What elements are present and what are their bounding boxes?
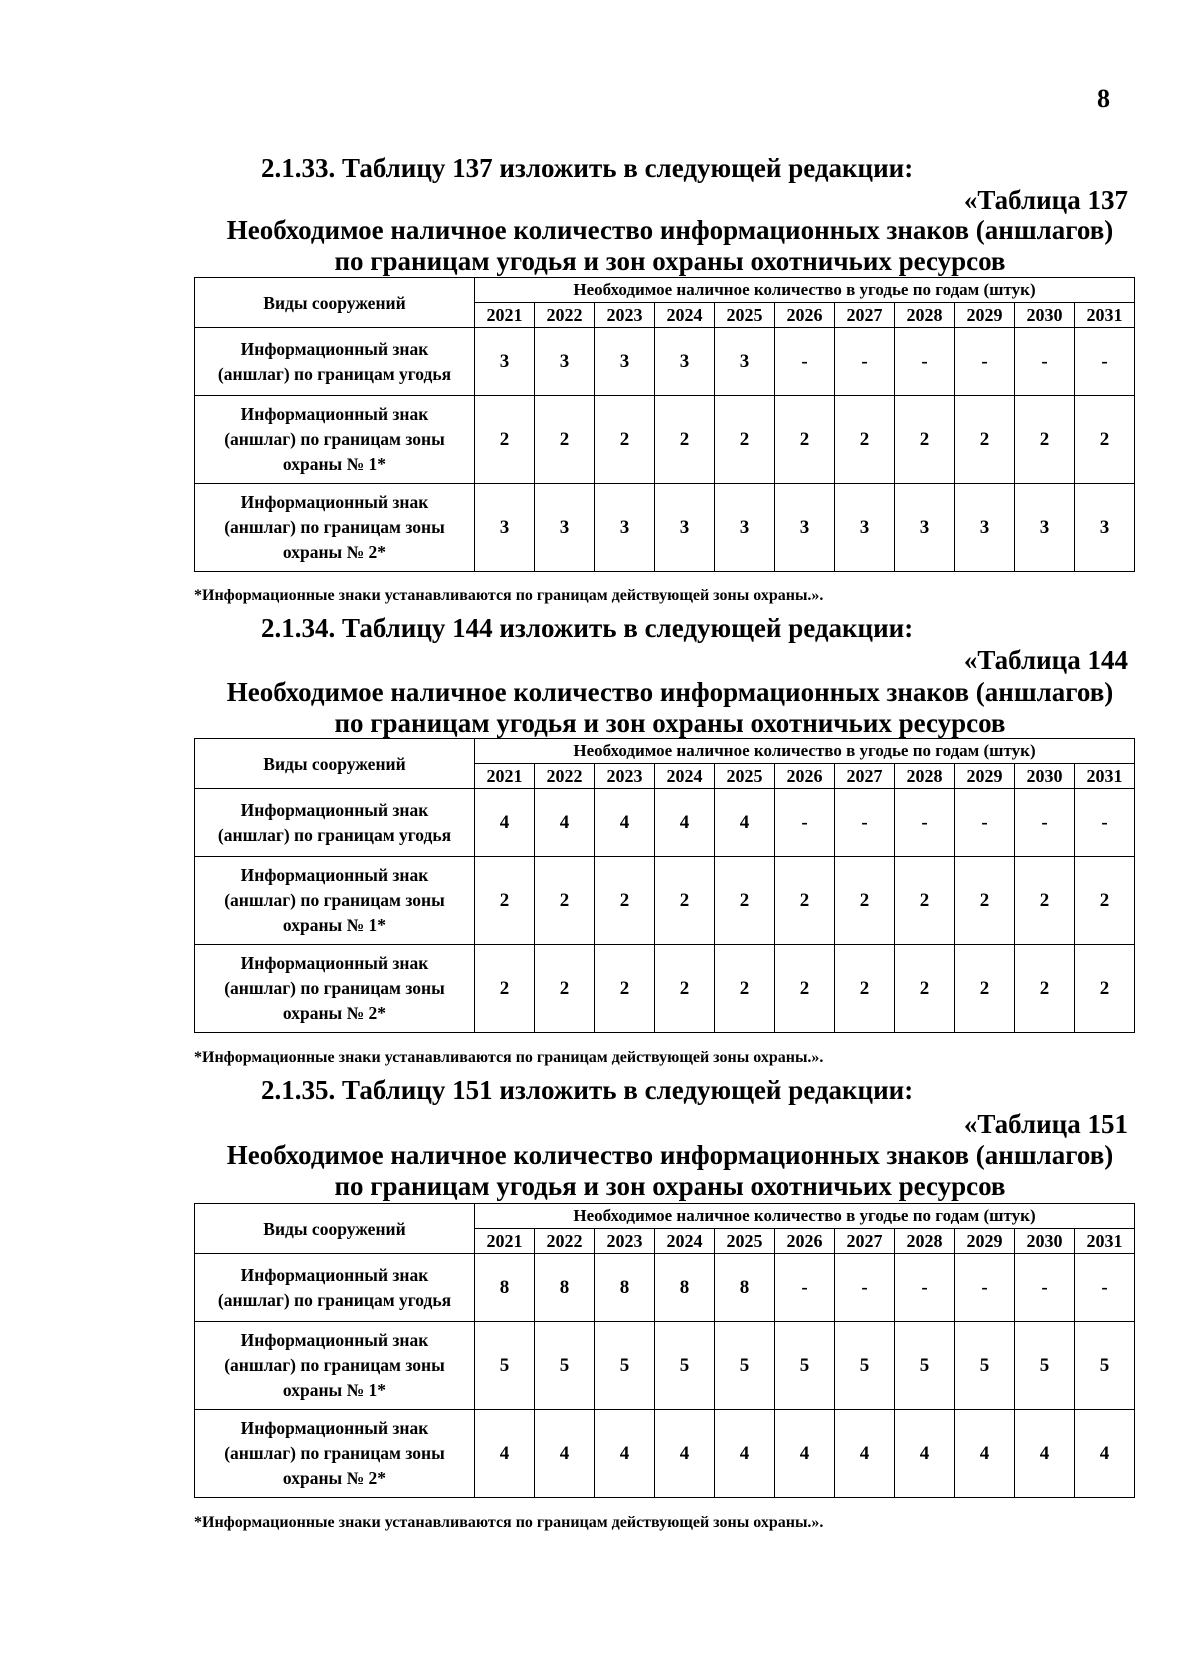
value-cell: - [1015,1254,1075,1322]
value-cell: 4 [475,1410,535,1498]
year-header: 2026 [775,764,835,789]
value-cell: 2 [835,945,895,1033]
value-cell: 2 [535,396,595,484]
table-label: «Таблица 137 [963,185,1128,215]
table-row [195,1410,1135,1498]
group-header: Необходимое наличное количество в угодье по годам (штук) [475,278,1135,303]
value-cell: 3 [895,484,955,572]
table-row [195,1254,1135,1322]
value-cell: 2 [835,396,895,484]
year-header: 2029 [955,1229,1015,1254]
row-label: Информационный знак (аншлаг) по границам зоны охраны № 2* [195,484,475,572]
table-title-line: по границам угодья и зон охраны охотничьих ресурсов [334,1171,1006,1201]
data-table [194,738,1135,1033]
value-cell: - [1075,1254,1135,1322]
row-label: Информационный знак (аншлаг) по границам зоны охраны № 1* [195,1322,475,1410]
value-cell: 2 [595,396,655,484]
value-cell: 4 [715,789,775,857]
year-header: 2031 [1075,303,1135,328]
year-header: 2030 [1015,303,1075,328]
value-cell: 4 [535,789,595,857]
value-cell: - [835,1254,895,1322]
value-cell: 2 [655,396,715,484]
value-cell: 2 [475,396,535,484]
value-cell: 4 [535,1410,595,1498]
table-row [195,396,1135,484]
value-cell: 4 [595,1410,655,1498]
year-header: 2030 [1015,764,1075,789]
value-cell: 2 [1075,396,1135,484]
table-title-line: по границам угодья и зон охраны охотничьих ресурсов [334,246,1006,276]
value-cell: 2 [775,857,835,945]
year-header: 2021 [475,303,535,328]
table-row [195,484,1135,572]
value-cell: 3 [955,484,1015,572]
table-title-line: Необходимое наличное количество информационных знаков (аншлагов) [226,215,1114,245]
row-label: Информационный знак (аншлаг) по границам зоны охраны № 1* [195,857,475,945]
value-cell: 2 [715,396,775,484]
value-cell: 3 [775,484,835,572]
kind-header: Виды сооружений [195,278,475,328]
page-number: 8 [1097,84,1110,113]
value-cell: 4 [715,1410,775,1498]
value-cell: 5 [775,1322,835,1410]
value-cell: 2 [955,857,1015,945]
value-cell: - [835,328,895,396]
value-cell: - [895,1254,955,1322]
value-cell: 2 [595,945,655,1033]
year-header: 2030 [1015,1229,1075,1254]
value-cell: - [1015,328,1075,396]
value-cell: - [775,328,835,396]
year-header: 2031 [1075,764,1135,789]
footnote: *Информационные знаки устанавливаются по границам действующей зоны охраны.». [194,1049,824,1066]
value-cell: 3 [535,484,595,572]
value-cell: 2 [475,857,535,945]
value-cell: 3 [715,484,775,572]
value-cell: 2 [1015,945,1075,1033]
value-cell: 2 [895,396,955,484]
value-cell: 2 [535,945,595,1033]
footnote: *Информационные знаки устанавливаются по границам действующей зоны охраны.». [194,587,824,604]
year-header: 2021 [475,1229,535,1254]
value-cell: 3 [475,328,535,396]
value-cell: 2 [655,857,715,945]
value-cell: 5 [955,1322,1015,1410]
value-cell: - [895,789,955,857]
value-cell: 2 [835,857,895,945]
value-cell: 4 [1075,1410,1135,1498]
value-cell: 4 [955,1410,1015,1498]
year-header: 2027 [835,303,895,328]
kind-header: Виды сооружений [195,1204,475,1254]
value-cell: 5 [1015,1322,1075,1410]
value-cell: 2 [895,945,955,1033]
table-title-line: Необходимое наличное количество информационных знаков (аншлагов) [226,1140,1114,1170]
year-header: 2023 [595,1229,655,1254]
value-cell: 2 [1015,857,1075,945]
data-table [194,1203,1135,1498]
year-header: 2029 [955,764,1015,789]
value-cell: - [1075,789,1135,857]
value-cell: 8 [475,1254,535,1322]
value-cell: 3 [1015,484,1075,572]
year-header: 2025 [715,303,775,328]
value-cell: 5 [835,1322,895,1410]
row-label: Информационный знак (аншлаг) по границам зоны охраны № 2* [195,1410,475,1498]
year-header: 2025 [715,1229,775,1254]
value-cell: 4 [1015,1410,1075,1498]
value-cell: 2 [715,945,775,1033]
value-cell: 2 [475,945,535,1033]
clause-heading: 2.1.34. Таблицу 144 изложить в следующей редакции: [261,613,914,643]
row-label: Информационный знак (аншлаг) по границам угодья [195,789,475,857]
year-header: 2031 [1075,1229,1135,1254]
table-title-line: Необходимое наличное количество информационных знаков (аншлагов) [226,677,1114,707]
value-cell: 5 [895,1322,955,1410]
value-cell: 4 [835,1410,895,1498]
value-cell: 4 [895,1410,955,1498]
value-cell: 5 [715,1322,775,1410]
table-row [195,945,1135,1033]
value-cell: 2 [1075,945,1135,1033]
value-cell: 5 [1075,1322,1135,1410]
value-cell: 4 [475,789,535,857]
value-cell: 4 [595,789,655,857]
value-cell: - [895,328,955,396]
year-header: 2022 [535,1229,595,1254]
clause-heading: 2.1.35. Таблицу 151 изложить в следующей редакции: [261,1075,914,1105]
table-row [195,857,1135,945]
value-cell: 3 [475,484,535,572]
year-header: 2024 [655,1229,715,1254]
value-cell: 4 [655,789,715,857]
value-cell: 5 [595,1322,655,1410]
value-cell: 2 [1015,396,1075,484]
value-cell: 3 [595,484,655,572]
group-header: Необходимое наличное количество в угодье по годам (штук) [475,739,1135,764]
value-cell: 8 [715,1254,775,1322]
table-title [190,215,1150,277]
year-header: 2024 [655,303,715,328]
value-cell: 2 [535,857,595,945]
year-header: 2025 [715,764,775,789]
group-header: Необходимое наличное количество в угодье по годам (штук) [475,1204,1135,1229]
value-cell: 8 [595,1254,655,1322]
year-header: 2028 [895,303,955,328]
year-header: 2027 [835,1229,895,1254]
data-table [194,277,1135,572]
value-cell: 2 [955,945,1015,1033]
year-header: 2022 [535,303,595,328]
value-cell: 2 [1075,857,1135,945]
value-cell: 2 [775,945,835,1033]
table-row [195,789,1135,857]
value-cell: 2 [715,857,775,945]
value-cell: 2 [775,396,835,484]
value-cell: 3 [655,484,715,572]
value-cell: 5 [475,1322,535,1410]
value-cell: 5 [655,1322,715,1410]
year-header: 2023 [595,764,655,789]
year-header: 2027 [835,764,895,789]
value-cell: - [955,328,1015,396]
value-cell: 3 [835,484,895,572]
value-cell: - [1015,789,1075,857]
value-cell: 2 [595,857,655,945]
year-header: 2021 [475,764,535,789]
table-title [190,1140,1150,1202]
value-cell: 3 [715,328,775,396]
value-cell: - [835,789,895,857]
value-cell: 4 [655,1410,715,1498]
footnote: *Информационные знаки устанавливаются по границам действующей зоны охраны.». [194,1514,824,1531]
value-cell: - [775,789,835,857]
clause-heading: 2.1.33. Таблицу 137 изложить в следующей редакции: [261,153,914,183]
value-cell: 2 [655,945,715,1033]
value-cell: 8 [535,1254,595,1322]
table-label: «Таблица 151 [963,1109,1128,1139]
year-header: 2026 [775,303,835,328]
value-cell: 8 [655,1254,715,1322]
value-cell: - [1075,328,1135,396]
table-row [195,1322,1135,1410]
value-cell: - [955,1254,1015,1322]
row-label: Информационный знак (аншлаг) по границам зоны охраны № 1* [195,396,475,484]
row-label: Информационный знак (аншлаг) по границам зоны охраны № 2* [195,945,475,1033]
value-cell: 3 [535,328,595,396]
year-header: 2023 [595,303,655,328]
value-cell: 3 [655,328,715,396]
row-label: Информационный знак (аншлаг) по границам угодья [195,328,475,396]
kind-header: Виды сооружений [195,739,475,789]
table-label: «Таблица 144 [963,645,1128,675]
table-row [195,328,1135,396]
value-cell: - [775,1254,835,1322]
year-header: 2024 [655,764,715,789]
value-cell: - [955,789,1015,857]
value-cell: 2 [895,857,955,945]
value-cell: 3 [1075,484,1135,572]
value-cell: 3 [595,328,655,396]
year-header: 2028 [895,764,955,789]
table-title [190,677,1150,739]
year-header: 2029 [955,303,1015,328]
year-header: 2026 [775,1229,835,1254]
value-cell: 4 [775,1410,835,1498]
year-header: 2022 [535,764,595,789]
value-cell: 2 [955,396,1015,484]
year-header: 2028 [895,1229,955,1254]
table-title-line: по границам угодья и зон охраны охотничьих ресурсов [334,708,1006,738]
value-cell: 5 [535,1322,595,1410]
row-label: Информационный знак (аншлаг) по границам угодья [195,1254,475,1322]
